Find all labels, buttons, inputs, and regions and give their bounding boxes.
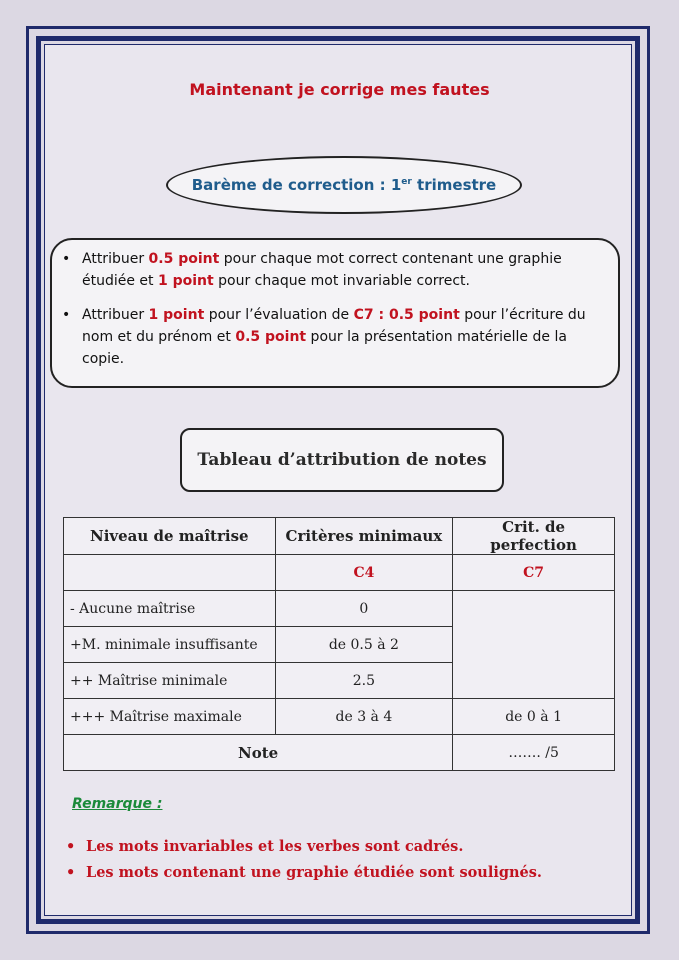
criteria-row <box>64 555 615 591</box>
bareme-oval <box>166 156 522 214</box>
note-row <box>64 735 615 771</box>
criteria-c4: C4 <box>275 555 453 591</box>
table-row <box>64 699 615 735</box>
table-row <box>64 591 615 627</box>
level-cell: +M. minimale insuffisante <box>64 627 276 663</box>
c7-cell: de 0 à 1 <box>453 699 615 735</box>
table-title: Tableau d’attribution de notes <box>197 450 487 470</box>
level-cell: ++ Maîtrise minimale <box>64 663 276 699</box>
rule-item: • Attribuer 0.5 point pour chaque mot correct contenant une graphie étudiée et 1 point pour chaque mot invariable correct. <box>82 248 598 292</box>
header-min: Critères minimaux <box>275 518 453 555</box>
criteria-empty <box>64 555 276 591</box>
table-title-box <box>180 428 504 492</box>
c4-cell: 2.5 <box>275 663 453 699</box>
remark-item: • Les mots contenant une graphie étudiée sont soulignés. <box>64 860 542 886</box>
c7-merged-cell <box>453 591 615 699</box>
rules-box <box>50 238 620 388</box>
c4-cell: de 0.5 à 2 <box>275 627 453 663</box>
rule-item: • Attribuer 1 point pour l’évaluation de C7 : 0.5 point pour l’écriture du nom et du prénom et 0.5 point pour la présentation matérielle de la copie. <box>82 304 598 370</box>
note-label: Note <box>64 735 453 771</box>
bareme-label: Barème de correction : 1er trimestre <box>191 176 497 194</box>
criteria-c7: C7 <box>453 555 615 591</box>
note-value: ……. /5 <box>453 735 615 771</box>
page-title: Maintenant je corrige mes fautes <box>189 80 490 99</box>
table-header-row <box>64 518 615 555</box>
level-cell: +++ Maîtrise maximale <box>64 699 276 735</box>
grading-table <box>63 517 615 771</box>
header-perfection: Crit. de perfection <box>453 518 615 555</box>
c4-cell: de 3 à 4 <box>275 699 453 735</box>
header-level: Niveau de maîtrise <box>64 518 276 555</box>
remark-item: • Les mots invariables et les verbes sont cadrés. <box>64 834 542 860</box>
remark-list <box>64 834 542 886</box>
remark-label: Remarque : <box>72 796 163 812</box>
c4-cell: 0 <box>275 591 453 627</box>
level-cell: - Aucune maîtrise <box>64 591 276 627</box>
